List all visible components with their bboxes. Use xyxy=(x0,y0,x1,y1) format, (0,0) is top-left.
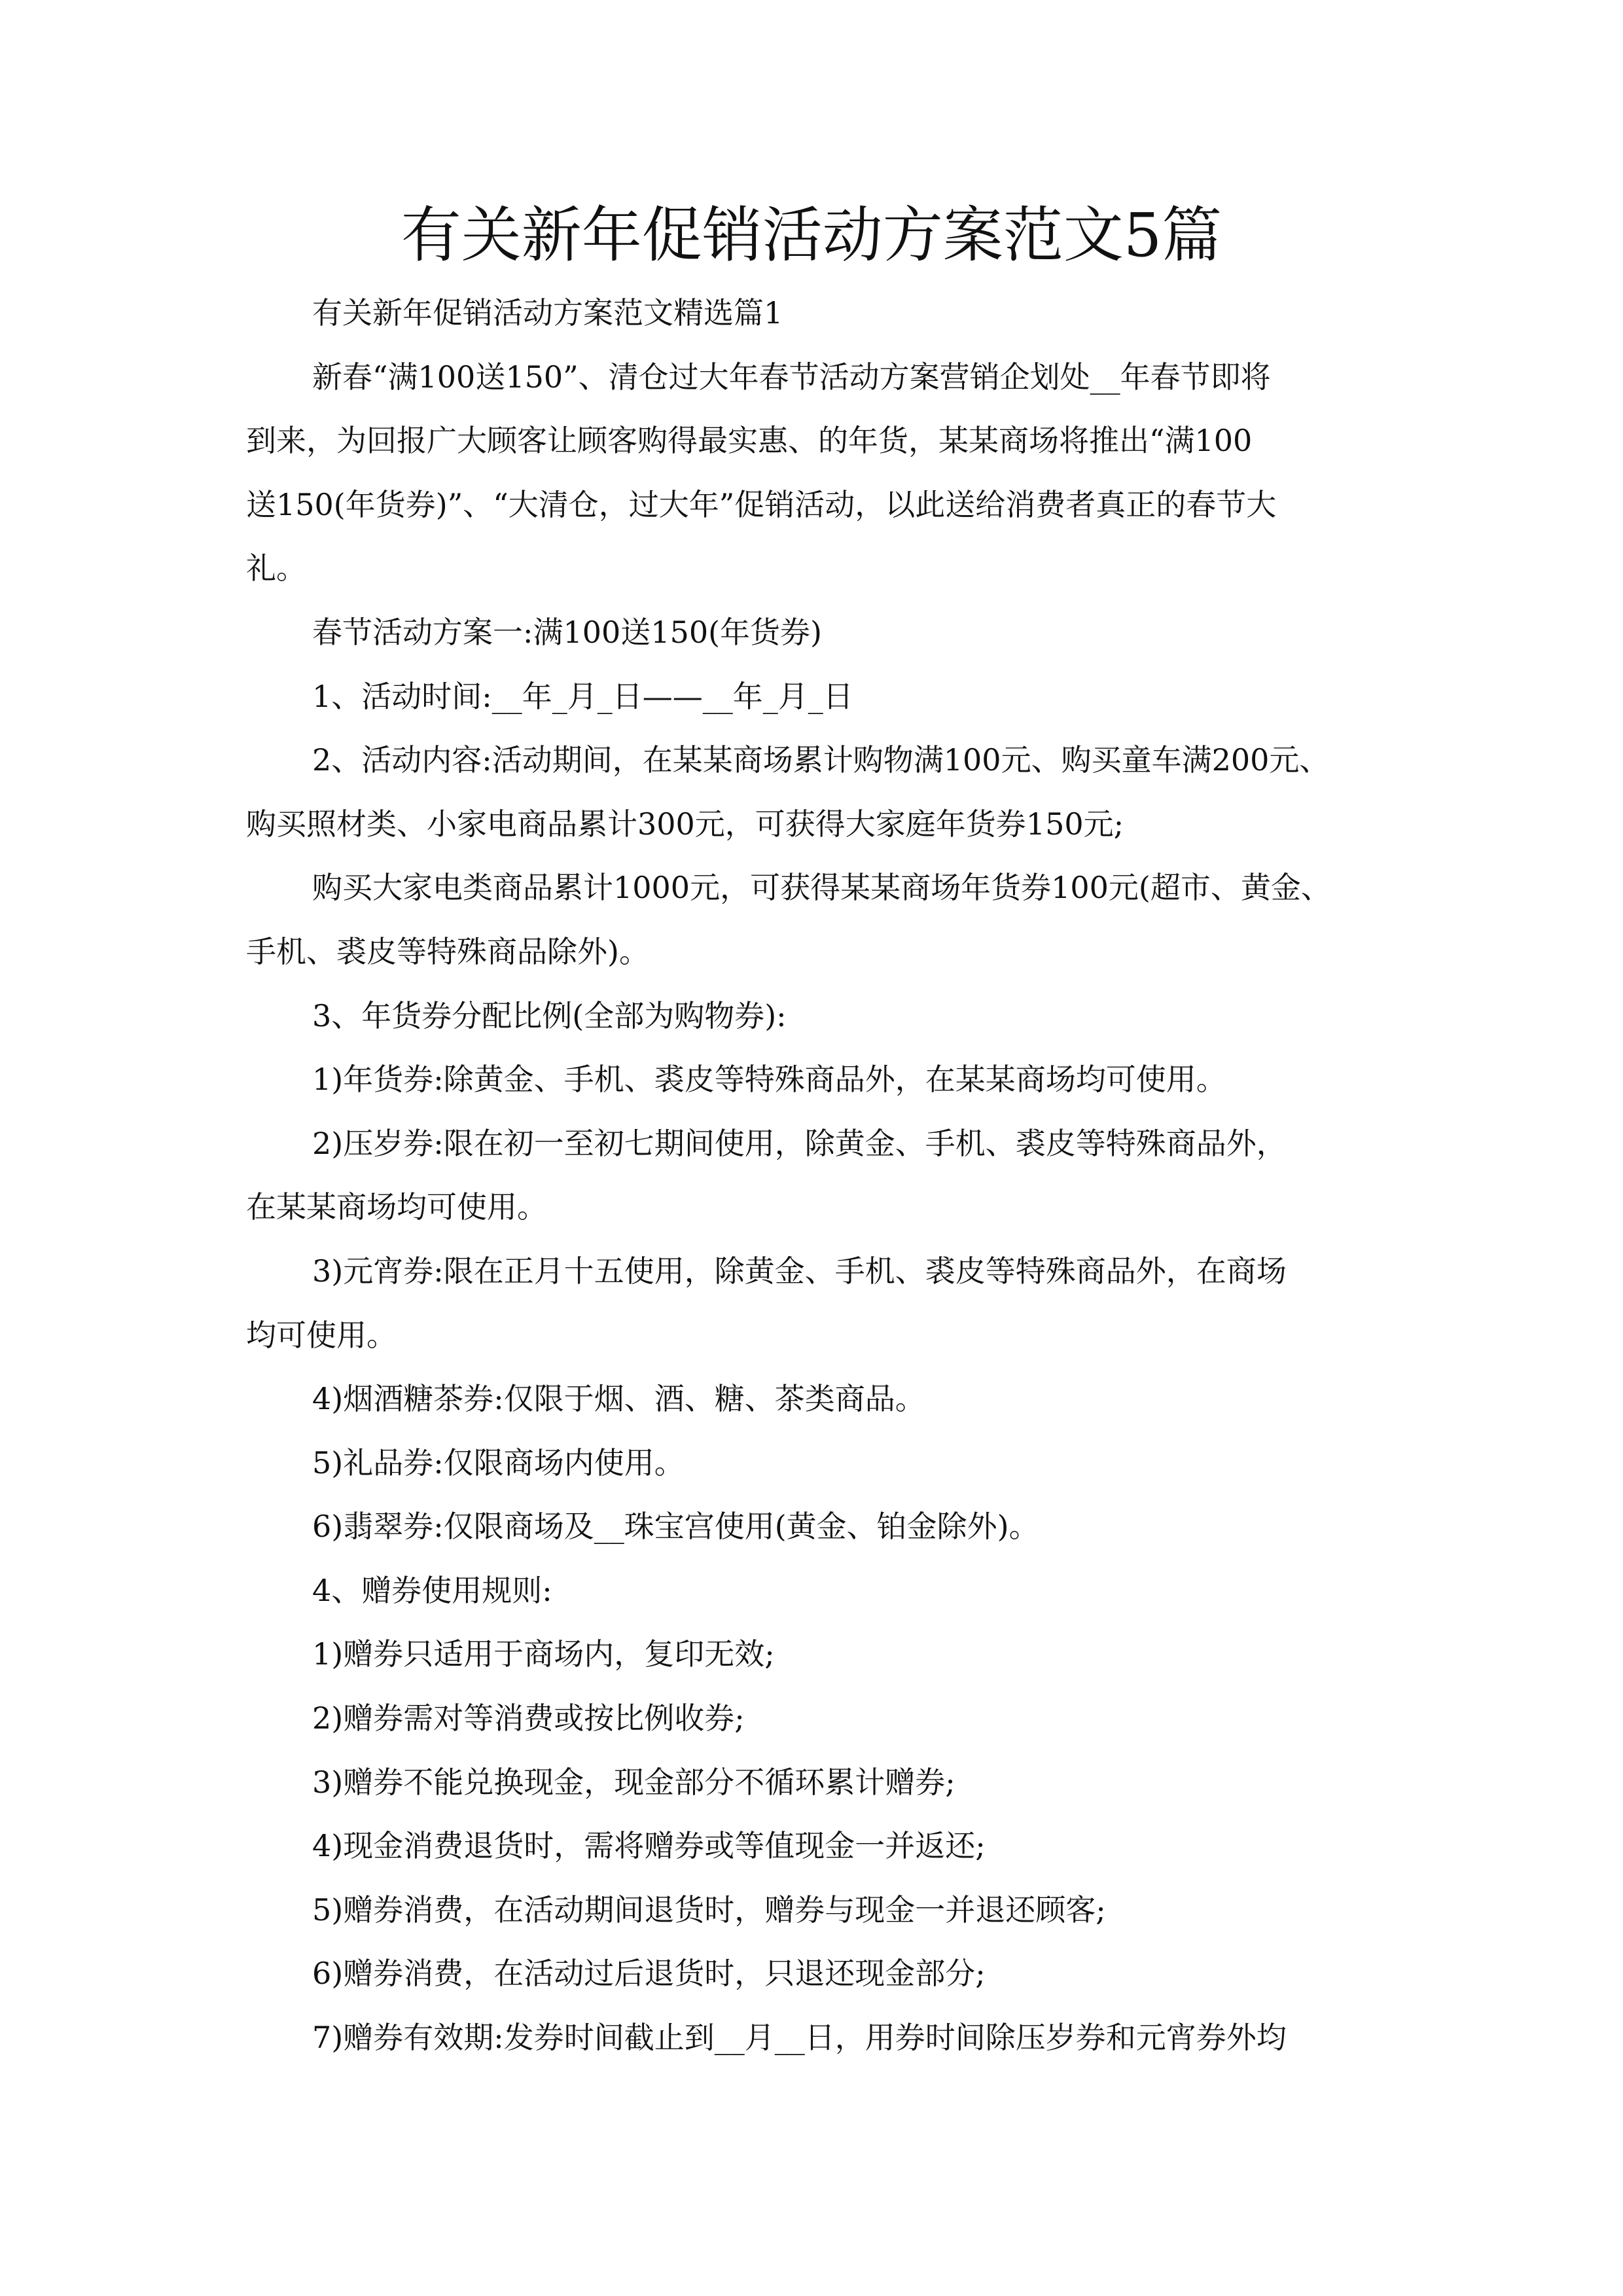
text-line: 购买大家电类商品累计1000元，可获得某某商场年货券100元(超市、黄金、 xyxy=(312,870,1331,906)
text-line: 4、赠券使用规则: xyxy=(312,1572,552,1608)
document-body xyxy=(246,281,1378,2070)
text-line: 1)赠券只适用于商场内，复印无效; xyxy=(312,1636,775,1672)
text-line: 有关新年促销活动方案范文精选篇1 xyxy=(312,295,783,331)
text-line: 到来，为回报广大顾客让顾客购得最实惠、的年货，某某商场将推出“满100 xyxy=(246,423,1253,459)
text-line: 1)年货券:除黄金、手机、裘皮等特殊商品外，在某某商场均可使用。 xyxy=(312,1062,1226,1098)
text-line: 6)翡翠券:仅限商场及__珠宝宫使用(黄金、铂金除外)。 xyxy=(312,1509,1039,1545)
text-line: 3、年货券分配比例(全部为购物券): xyxy=(312,997,787,1033)
text-line: 4)烟酒糖茶券:仅限于烟、酒、糖、茶类商品。 xyxy=(312,1381,925,1417)
text-line: 7)赠券有效期:发券时间截止到__月__日，用券时间除压岁券和元宵券外均 xyxy=(312,2020,1287,2056)
text-line: 5)赠券消费，在活动期间退货时，赠券与现金一并退还顾客; xyxy=(312,1892,1106,1928)
text-line: 2)压岁券:限在初一至初七期间使用，除黄金、手机、裘皮等特殊商品外， xyxy=(312,1125,1287,1161)
text-line: 2、活动内容:活动期间，在某某商场累计购物满100元、购买童车满200元、 xyxy=(312,742,1330,778)
text-line: 6)赠券消费，在活动过后退货时，只退还现金部分; xyxy=(312,1956,986,1992)
text-line: 在某某商场均可使用。 xyxy=(246,1189,547,1225)
text-line: 送150(年货券)”、“大清仓，过大年”促销活动，以此送给消费者真正的春节大 xyxy=(246,486,1277,522)
text-line: 新春“满100送150”、清仓过大年春节活动方案营销企划处__年春节即将 xyxy=(312,359,1271,395)
text-line: 礼。 xyxy=(246,550,306,586)
text-line: 手机、裘皮等特殊商品除外)。 xyxy=(246,933,649,969)
document-title: 有关新年促销活动方案范文5篇 xyxy=(401,200,1222,270)
text-line: 5)礼品券:仅限商场内使用。 xyxy=(312,1444,685,1480)
text-line: 均可使用。 xyxy=(246,1317,397,1353)
text-line: 4)现金消费退货时，需将赠券或等值现金一并返还; xyxy=(312,1828,986,1864)
text-line: 春节活动方案一:满100送150(年货券) xyxy=(312,614,822,650)
text-line: 3)赠券不能兑换现金，现金部分不循环累计赠券; xyxy=(312,1764,955,1800)
text-line: 2)赠券需对等消费或按比例收券; xyxy=(312,1700,745,1736)
text-line: 购买照材类、小家电商品累计300元，可获得大家庭年货券150元; xyxy=(246,806,1124,842)
text-line: 1、活动时间:__年_月_日——__年_月_日 xyxy=(312,678,853,714)
text-line: 3)元宵券:限在正月十五使用，除黄金、手机、裘皮等特殊商品外，在商场 xyxy=(312,1253,1287,1289)
